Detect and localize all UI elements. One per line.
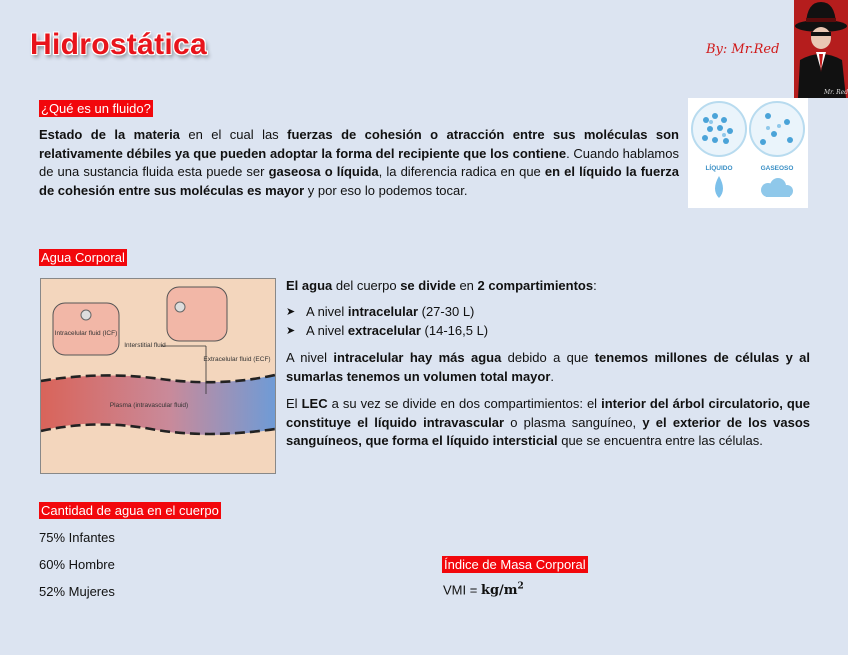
section-heading-body-water: Agua Corporal — [41, 250, 125, 265]
cloud-icon — [761, 178, 793, 197]
label-liquid: LÍQUIDO — [705, 165, 733, 172]
compartment-list — [286, 303, 810, 340]
section-heading-fluid: ¿Qué es un fluido? — [41, 101, 151, 116]
intracellular-paragraph: A nivel intracelular hay más agua debido a que tenemos millones de células y al sumarlas tenemos un volumen total mayor. — [286, 350, 810, 384]
avatar-caption: Mr. Red — [824, 89, 848, 96]
label-gas: GASEOSO — [760, 165, 794, 172]
section-heading-bmi: Índice de Masa Corporal — [444, 557, 586, 572]
label-plasma: Plasma (intravascular fluid) — [109, 402, 189, 409]
label-icf: Intracelular fluid (ICF) — [54, 330, 118, 337]
section-heading-water-amount: Cantidad de agua en el cuerpo — [41, 503, 219, 518]
avatar — [794, 0, 848, 98]
page-title: Hidrostática — [30, 28, 207, 61]
bmi-formula: VMI = $kg/m^2$ — [443, 582, 524, 599]
label-interstitial: Interstitial fluid — [124, 342, 166, 349]
water-amount-men: 60% Hombre — [39, 557, 115, 572]
fluid-paragraph: Estado de la materia en el cual las fuerzas de cohesión o atracción entre sus moléculas son relativamente débiles ya que pueden adoptar la forma del recipiente que los contiene. Cuando hablamos de una sustancia fluida esta puede ser gaseosa o líquida, la diferencia radica en que en el líquido la fuerza de cohesión entre sus moléculas es mayor y por eso lo podemos tocar. — [39, 127, 679, 198]
water-amount-women: 52% Mujeres — [39, 584, 115, 599]
author-byline: By: Mr.Red — [706, 42, 780, 57]
label-ecf: Extracelular fluid (ECF) — [203, 356, 271, 363]
list-item: ➤ A nivel intracelular (27-30 L) — [286, 303, 810, 322]
liquid-gas-illustration — [688, 98, 808, 208]
drop-icon — [715, 176, 723, 198]
hat-man-icon — [794, 0, 848, 98]
water-amount-infants: 75% Infantes — [39, 530, 115, 545]
body-fluid-diagram — [40, 278, 276, 474]
list-item: ➤ A nivel extracelular (14-16,5 L) — [286, 322, 810, 341]
lec-paragraph: El LEC a su vez se divide en dos compartimientos: el interior del árbol circulatorio, que constituye el líquido intravascular o plasma sanguíneo, y el exterior de los vasos sanguíneos, que forma el líquido intersticial que se encuentra entre las células. — [286, 396, 811, 448]
body-water-intro: El agua del cuerpo se divide en 2 compartimientos: — [286, 278, 597, 293]
